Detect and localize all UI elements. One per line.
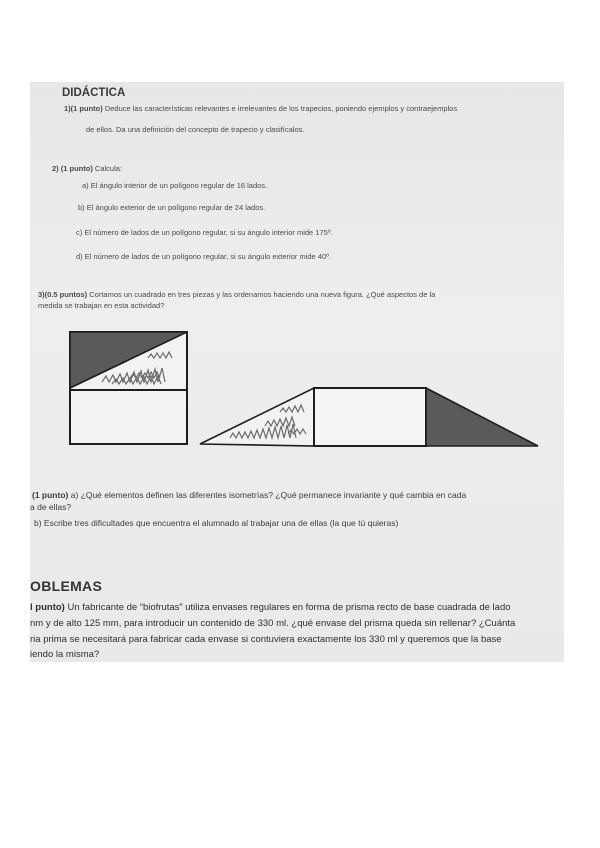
problem-1-text-1: Un fabricante de “biofrutas” utiliza envases regulares en forma de prisma recto de base cuadrada de lado	[64, 602, 511, 613]
square-figure	[70, 332, 187, 444]
trapezoid-middle-rectangle	[314, 388, 426, 446]
question-3-text-1: Cortamos un cuadrado en tres piezas y las ordenamos haciendo una nueva figura. ¿Qué aspectos de la	[87, 290, 436, 299]
problem-1-line-4: iendo la misma?	[30, 649, 100, 660]
question-2-item-a: a) El ángulo interior de un polígono regular de 16 lados.	[82, 181, 268, 190]
question-1-text-1: Deduce las características relevantes e irrelevantes de los trapecios, poniendo ejemplos y contraejemplos	[102, 104, 458, 113]
question-4-part-a-1: a) ¿Qué elementos definen las diferentes isometrías? ¿Qué permanece invariante y qué cambia en cada	[68, 490, 467, 500]
question-4-line-2: a de ellas?	[30, 502, 72, 512]
problem-1-line-2: nm y de alto 125 mm, para introducir un contenido de 330 ml. ¿qué envase del prisma queda sin rellenar? ¿Cuánta	[30, 618, 516, 629]
question-4-number: (1 punto)	[32, 490, 69, 500]
question-2-item-b: b) El ángulo exterior de un polígono regular de 24 lados.	[78, 203, 266, 212]
problem-1-line-3: ria prima se necesitará para fabricar cada envase si contuviera exactamente los 330 ml y queremos que la base	[30, 634, 502, 645]
problem-1-number: l punto)	[30, 602, 65, 613]
question-3-line-2: medida se trabajan en esta actividad?	[38, 301, 165, 310]
section-title-didactica: DIDÁCTICA	[62, 87, 126, 99]
problem-1-line-1	[30, 602, 511, 614]
scanned-exam-photo	[30, 82, 564, 662]
question-1-line-2: de ellos. Da una definición del concepto de trapecio y clasifícalos.	[86, 125, 305, 134]
geometry-figures	[30, 82, 564, 662]
question-3-number: 3)(0.5 puntos)	[38, 290, 88, 299]
question-2-item-c: c) El número de lados de un polígono regular, si su ángulo interior mide 175º.	[76, 228, 333, 237]
question-2-item-d: d) El número de lados de un polígono regular, si su ángulo exterior mide 40º.	[76, 252, 331, 261]
question-2-number: 2) (1 punto)	[52, 164, 93, 173]
trapezoid-figure	[200, 388, 538, 446]
question-4-line-1	[32, 490, 466, 501]
trapezoid-left-triangle	[200, 388, 314, 446]
question-1-number: 1)(1 punto)	[64, 104, 103, 113]
question-4-part-b: b) Escribe tres dificultades que encuentra el alumnado al trabajar una de ellas (la que tú quieras)	[34, 518, 399, 528]
question-2-intro: Calcula:	[92, 164, 123, 173]
trapezoid-dark-triangle	[426, 388, 538, 446]
section-title-problemas: OBLEMAS	[30, 578, 103, 594]
